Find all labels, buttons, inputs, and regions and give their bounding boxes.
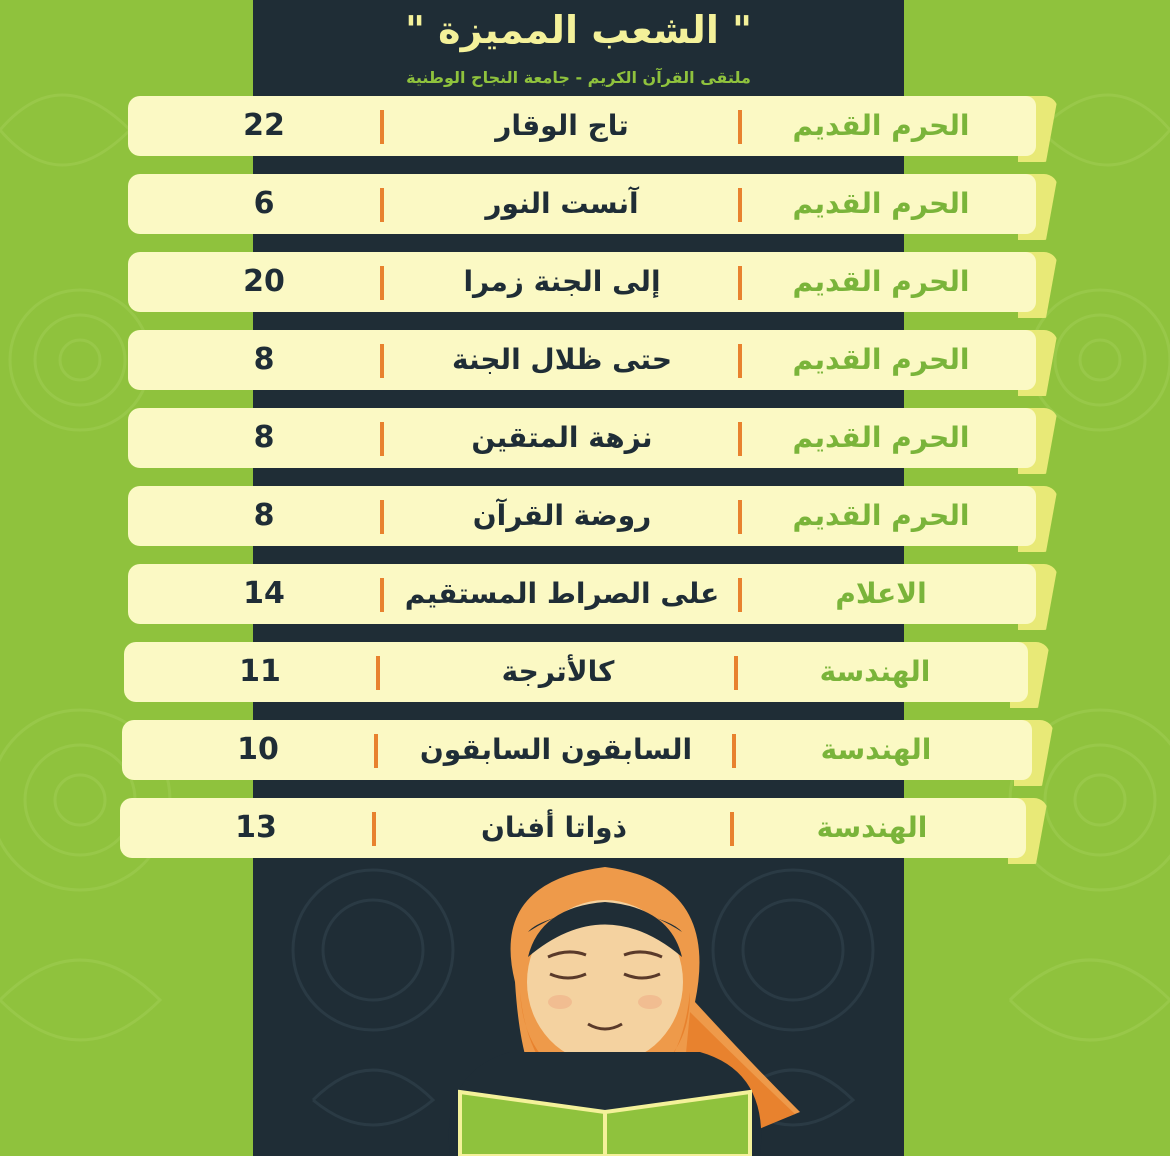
row-college: الهندسة xyxy=(819,655,931,688)
row-college: الهندسة xyxy=(816,811,928,844)
row-separator xyxy=(380,422,384,456)
row-separator xyxy=(730,812,734,846)
row-section-name: على الصراط المستقيم xyxy=(404,577,720,610)
row-section-name: تاج الوقار xyxy=(495,109,629,142)
table-row xyxy=(116,798,1048,864)
row-count: 22 xyxy=(243,108,285,143)
page-title: " الشعب المميزة " xyxy=(405,8,752,52)
row-separator xyxy=(380,500,384,534)
row-section-name: روضة القرآن xyxy=(472,499,652,532)
row-count: 8 xyxy=(253,342,275,377)
table-row xyxy=(124,174,1058,240)
row-separator xyxy=(738,266,742,300)
row-college: الحرم القديم xyxy=(792,421,970,454)
row-count: 11 xyxy=(239,654,281,689)
table-row xyxy=(120,642,1050,708)
row-separator xyxy=(738,578,742,612)
row-separator xyxy=(374,734,378,768)
table-row xyxy=(124,252,1058,318)
table-row xyxy=(124,96,1058,162)
row-separator xyxy=(380,344,384,378)
row-college: الحرم القديم xyxy=(792,343,970,376)
row-separator xyxy=(738,110,742,144)
row-section-name: حتى ظلال الجنة xyxy=(451,343,673,376)
row-section-name: السابقون السابقون xyxy=(419,733,693,766)
girl-reading-quran-illustration xyxy=(420,862,810,1156)
row-college: الحرم القديم xyxy=(792,499,970,532)
row-count: 6 xyxy=(253,186,275,221)
table-row xyxy=(118,720,1054,786)
row-separator xyxy=(738,344,742,378)
table-row xyxy=(124,564,1058,630)
row-count: 8 xyxy=(253,420,275,455)
row-separator xyxy=(380,578,384,612)
row-count: 20 xyxy=(243,264,285,299)
table-row xyxy=(124,486,1058,552)
row-separator xyxy=(376,656,380,690)
row-count: 14 xyxy=(243,576,285,611)
row-separator xyxy=(738,422,742,456)
row-college: الحرم القديم xyxy=(792,265,970,298)
row-college: الهندسة xyxy=(820,733,932,766)
row-count: 8 xyxy=(253,498,275,533)
row-separator xyxy=(380,110,384,144)
row-separator xyxy=(732,734,736,768)
row-separator xyxy=(738,188,742,222)
row-separator xyxy=(380,188,384,222)
row-section-name: آنست النور xyxy=(485,187,639,220)
row-separator xyxy=(380,266,384,300)
row-section-name: إلى الجنة زمرا xyxy=(463,265,661,298)
table-row xyxy=(124,330,1058,396)
row-college: الاعلام xyxy=(835,577,927,610)
row-college: الحرم القديم xyxy=(792,187,970,220)
row-college: الحرم القديم xyxy=(792,109,970,142)
row-section-name: نزهة المتقين xyxy=(471,421,653,454)
row-section-name: كالأترجة xyxy=(501,655,615,688)
row-separator xyxy=(372,812,376,846)
row-count: 10 xyxy=(237,732,279,767)
row-count: 13 xyxy=(235,810,277,845)
row-section-name: ذواتا أفنان xyxy=(481,811,627,844)
table-row xyxy=(124,408,1058,474)
page-subtitle: ملتقى القرآن الكريم - جامعة النجاح الوطنية xyxy=(406,68,751,87)
row-separator xyxy=(734,656,738,690)
row-separator xyxy=(738,500,742,534)
